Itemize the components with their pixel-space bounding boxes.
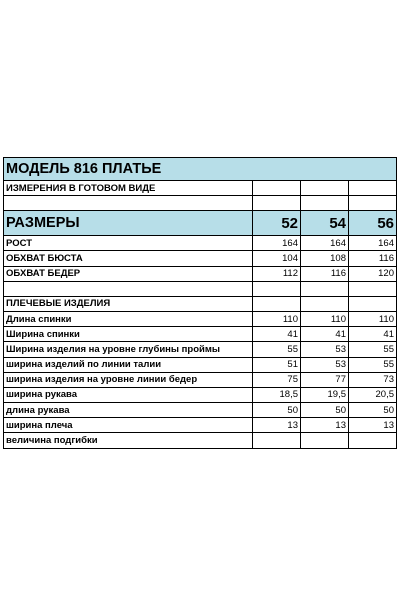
- row-value: 19,5: [301, 387, 349, 402]
- row-value: 20,5: [349, 387, 397, 402]
- row-value: 73: [349, 372, 397, 387]
- product-row: [4, 311, 397, 326]
- empty-cell: [349, 281, 397, 296]
- row-value: 18,5: [253, 387, 301, 402]
- row-label: ОБХВАТ БЕДЕР: [4, 266, 253, 281]
- empty-cell: [349, 296, 397, 311]
- row-value: 53: [301, 342, 349, 357]
- row-value: 164: [349, 236, 397, 251]
- size-header: 56: [349, 211, 397, 236]
- row-value: 112: [253, 266, 301, 281]
- product-row: [4, 433, 397, 448]
- row-value: 41: [301, 327, 349, 342]
- empty-cell: [301, 196, 349, 211]
- empty-cell: [253, 296, 301, 311]
- sizes-label: РАЗМЕРЫ: [4, 211, 253, 236]
- row-value: 55: [349, 342, 397, 357]
- empty-cell: [253, 196, 301, 211]
- title-row: [4, 158, 397, 181]
- row-value: 53: [301, 357, 349, 372]
- row-label: ОБХВАТ БЮСТА: [4, 251, 253, 266]
- row-label: длина рукава: [4, 403, 253, 418]
- row-value: 50: [253, 403, 301, 418]
- row-value: 13: [253, 418, 301, 433]
- product-row: [4, 327, 397, 342]
- row-value: 116: [301, 266, 349, 281]
- row-value: 50: [349, 403, 397, 418]
- product-row: [4, 403, 397, 418]
- size-chart-table: [3, 157, 397, 449]
- row-label: ширина плеча: [4, 418, 253, 433]
- row-value: 164: [301, 236, 349, 251]
- size-header: 52: [253, 211, 301, 236]
- row-value: 55: [253, 342, 301, 357]
- empty-cell: [301, 181, 349, 196]
- row-label: величина подгибки: [4, 433, 253, 448]
- row-value: 77: [301, 372, 349, 387]
- blank-row: [4, 196, 397, 211]
- model-title: МОДЕЛЬ 816 ПЛАТЬЕ: [4, 158, 397, 181]
- measurements-subtitle: ИЗМЕРЕНИЯ В ГОТОВОМ ВИДЕ: [4, 181, 253, 196]
- empty-cell: [349, 196, 397, 211]
- row-value: [253, 433, 301, 448]
- row-value: 55: [349, 357, 397, 372]
- row-label: ширина изделий по линии талии: [4, 357, 253, 372]
- row-value: 116: [349, 251, 397, 266]
- row-value: 120: [349, 266, 397, 281]
- row-value: 13: [349, 418, 397, 433]
- body-row: [4, 251, 397, 266]
- row-value: 110: [253, 311, 301, 326]
- row-value: 41: [253, 327, 301, 342]
- row-value: 110: [301, 311, 349, 326]
- empty-cell: [301, 281, 349, 296]
- product-row: [4, 342, 397, 357]
- row-value: 110: [349, 311, 397, 326]
- empty-cell: [253, 281, 301, 296]
- row-label: ширина изделия на уровне линии бедер: [4, 372, 253, 387]
- row-value: [349, 433, 397, 448]
- row-value: 51: [253, 357, 301, 372]
- blank-row: [4, 281, 397, 296]
- empty-cell: [4, 281, 253, 296]
- body-row: [4, 236, 397, 251]
- section-row: [4, 296, 397, 311]
- row-value: 13: [301, 418, 349, 433]
- row-value: 50: [301, 403, 349, 418]
- product-row: [4, 357, 397, 372]
- subtitle-row: [4, 181, 397, 196]
- row-label: Ширина изделия на уровне глубины проймы: [4, 342, 253, 357]
- empty-cell: [4, 196, 253, 211]
- row-label: РОСТ: [4, 236, 253, 251]
- product-row: [4, 387, 397, 402]
- empty-cell: [301, 296, 349, 311]
- row-value: 108: [301, 251, 349, 266]
- row-value: 41: [349, 327, 397, 342]
- row-value: 104: [253, 251, 301, 266]
- empty-cell: [349, 181, 397, 196]
- body-row: [4, 266, 397, 281]
- row-value: 164: [253, 236, 301, 251]
- row-value: 75: [253, 372, 301, 387]
- product-row: [4, 418, 397, 433]
- product-row: [4, 372, 397, 387]
- row-label: Длина спинки: [4, 311, 253, 326]
- empty-cell: [253, 181, 301, 196]
- row-value: [301, 433, 349, 448]
- section-label: ПЛЕЧЕВЫЕ ИЗДЕЛИЯ: [4, 296, 253, 311]
- row-label: ширина рукава: [4, 387, 253, 402]
- size-header: 54: [301, 211, 349, 236]
- sizes-row: [4, 211, 397, 236]
- row-label: Ширина спинки: [4, 327, 253, 342]
